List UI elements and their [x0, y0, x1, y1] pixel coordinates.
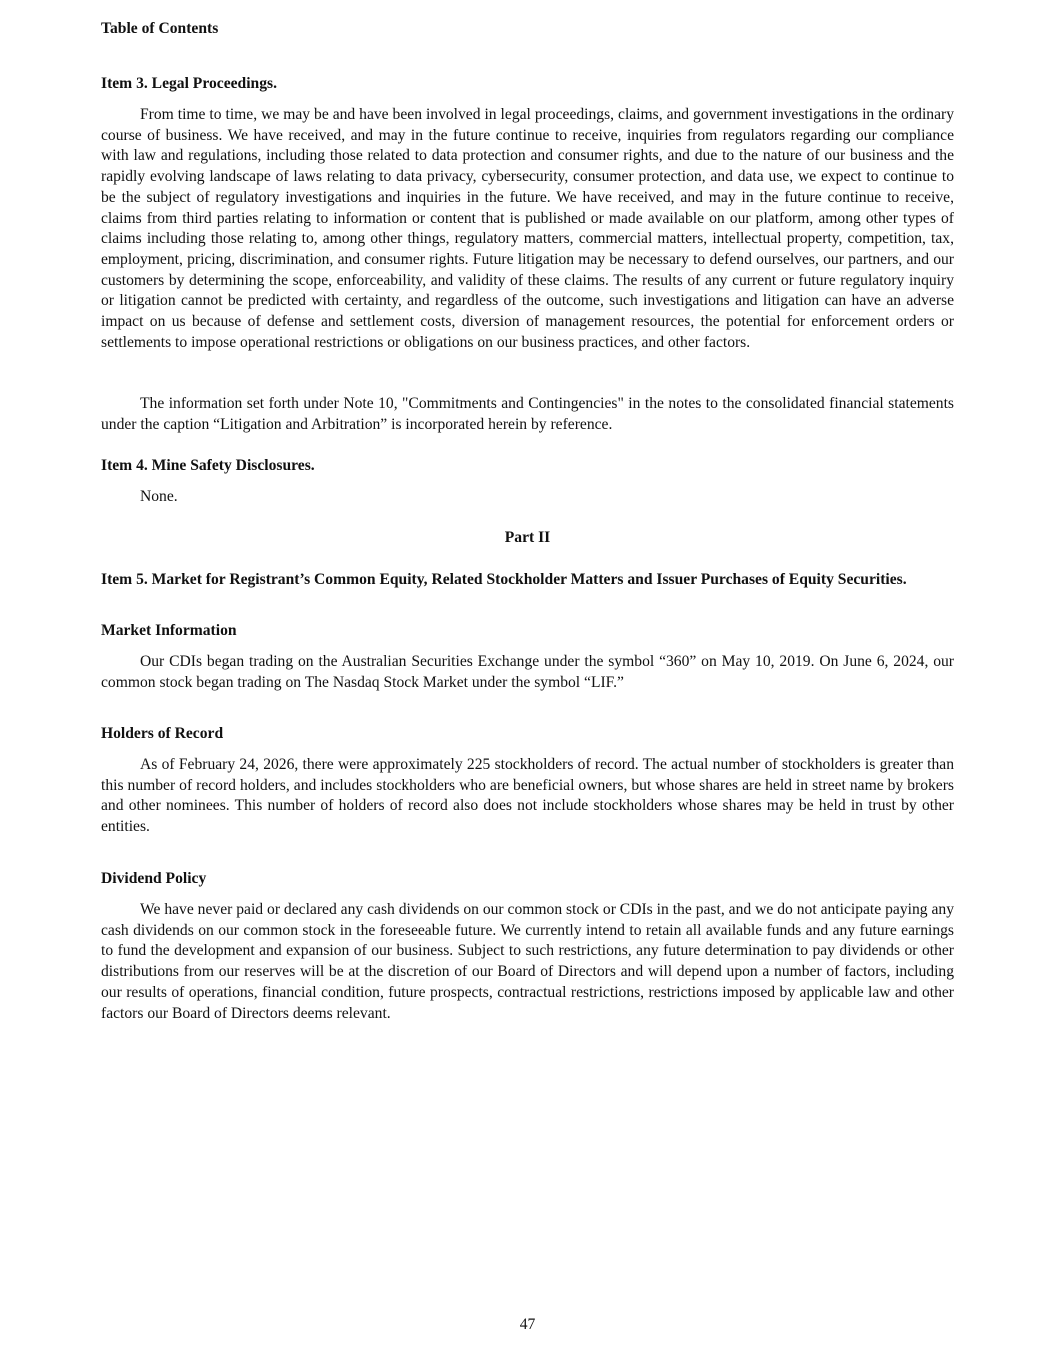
holders-of-record-heading: Holders of Record	[101, 725, 224, 742]
market-information-text: Our CDIs began trading on the Australian Securities Exchange under the symbol “360” on May 10, 2019. On June 6, 2024, our common stock began trading on The Nasdaq Stock Market under the symbol “LIF.”	[101, 653, 954, 691]
item4-heading: Item 4. Mine Safety Disclosures.	[101, 457, 315, 474]
table-of-contents-link[interactable]: Table of Contents	[101, 20, 219, 37]
item3-paragraph-2: The information set forth under Note 10, "Commitments and Contingencies" in the notes to the consolidated financial statements under the caption “Litigation and Arbitration” is incorporated herein by reference.	[101, 395, 954, 433]
page-number: 47	[519, 1316, 536, 1333]
item5-heading: Item 5. Market for Registrant’s Common Equity, Related Stockholder Matters and Issuer Purchases of Equity Securities.	[101, 571, 907, 588]
item3-paragraph-1: From time to time, we may be and have been involved in legal proceedings, claims, and government investigations in the ordinary course of business. We have received, and may in the future continue to receive, inquiries from regulators regarding our compliance with law and regulations, including those related to data protection and consumer rights, and due to the nature of our business and the rapidly evolving landscape of laws relating to data privacy, cybersecurity, consumer protection, and data use, we expect to continue to be the subject of regulatory investigations and inquiries in the future. We have received, and may in the future continue to receive, claims from third parties relating to information or content that is published or made available on our platform, among other types of claims including those relating to, among other things, regulatory matters, commercial matters, intellectual property, competition, tax, employment, pricing, discrimination, and consumer rights. Future litigation may be necessary to defend ourselves, our partners, and our customers by determining the scope, enforceability, and validity of these claims. The results of any current or future regulatory inquiry or litigation cannot be predicted with certainty, and regardless of the outcome, such investigations and litigation can have an adverse impact on us because of defense and settlement costs, diversion of management resources, the potential for enforcement orders or settlements to impose operational restrictions or obligations on our business practices, and other factors.	[101, 106, 954, 351]
holders-of-record-text: As of February 24, 2026, there were approximately 225 stockholders of record. The actual number of stockholders is greater than this number of record holders, and includes stockholders who are beneficial owners, but whose shares are held in street name by brokers and other nominees. This number of holders of record also does not include stockholders whose shares may be held in trust by other entities.	[101, 756, 954, 836]
market-information-heading: Market Information	[101, 622, 237, 639]
part-ii-heading: Part II	[504, 529, 551, 546]
item3-heading: Item 3. Legal Proceedings.	[101, 75, 277, 92]
dividend-policy-heading: Dividend Policy	[101, 870, 207, 887]
item4-text: None.	[140, 488, 178, 505]
dividend-policy-text: We have never paid or declared any cash dividends on our common stock or CDIs in the past, and we do not anticipate paying any cash dividends on our common stock in the foreseeable future. We currently intend to retain all available funds and any future earnings to fund the development and expansion of our business. Subject to such restrictions, any future determination to pay dividends or other distributions from our reserves will be at the discretion of our Board of Directors and will depend upon a number of factors, including our results of operations, financial condition, future prospects, contractual restrictions, restrictions imposed by applicable law and other factors our Board of Directors deems relevant.	[101, 901, 954, 1022]
